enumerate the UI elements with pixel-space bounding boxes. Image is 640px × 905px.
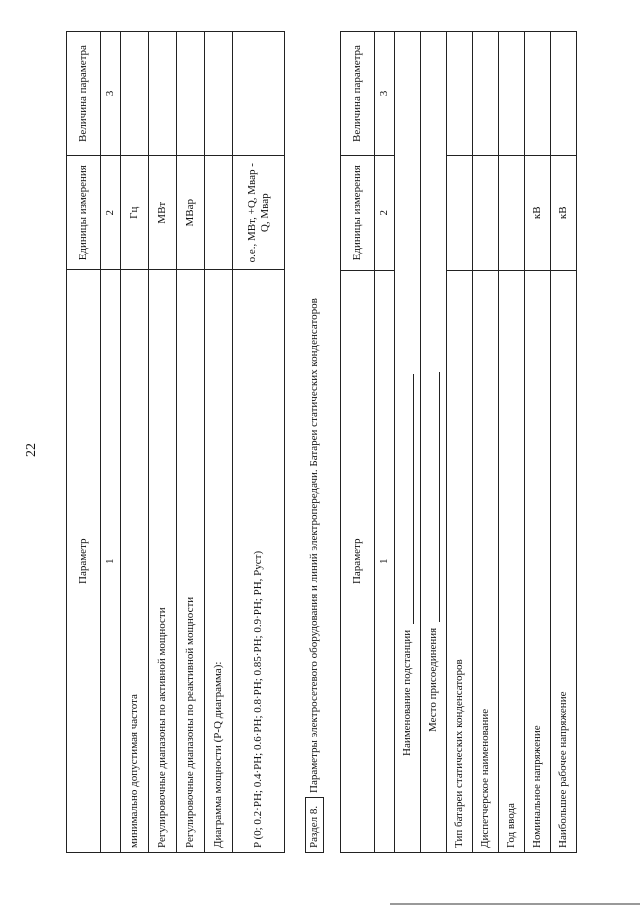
section-heading [305, 31, 324, 853]
unit-cell: о.е., МВт, +Q, Мвар -Q, Мвар [233, 156, 285, 270]
connection-cell [421, 32, 447, 853]
header-param: Параметр [341, 270, 375, 852]
value-cell[interactable] [233, 32, 285, 156]
index-cell: 3 [101, 32, 121, 156]
value-cell[interactable] [149, 32, 177, 156]
param-cell: P (0; 0.2·PН; 0.4·PН; 0.6·PН; 0.8·PН; 0.85·PН; 0.9·PН; PН, Pуст) [233, 270, 285, 853]
table-row [473, 32, 499, 853]
unit-cell: кВ [525, 156, 551, 270]
unit-cell [205, 156, 233, 270]
substation-row [395, 32, 421, 853]
value-cell[interactable] [205, 32, 233, 156]
substation-blank[interactable] [403, 374, 414, 624]
substation-label: Наименование подстанции [401, 629, 414, 756]
table-row [149, 32, 177, 853]
header-units: Единицы измерения [341, 156, 375, 270]
param-cell: Регулировочные диапазоны по активной мощности [149, 270, 177, 853]
connection-label: Место присоединения [427, 627, 440, 732]
value-cell[interactable] [525, 32, 551, 156]
unit-cell: МВт [149, 156, 177, 270]
unit-cell [447, 156, 473, 270]
param-cell: Тип батареи статических конденсаторов [447, 270, 473, 852]
table-index-row [101, 32, 121, 853]
table-row [499, 32, 525, 853]
page-number: 22 [24, 443, 39, 457]
table-header-row [341, 32, 375, 853]
connection-row [421, 32, 447, 853]
param-cell: Диспетчерское наименование [473, 270, 499, 852]
section-title: Параметры электросетевого оборудования и линий электропередачи. Батареи статических конденсаторов [308, 298, 320, 793]
param-cell: Наибольшее рабочее напряжение [551, 270, 577, 852]
param-cell: Регулировочные диапазоны по реактивной мощности [177, 270, 205, 853]
connection-blank[interactable] [429, 372, 440, 622]
substation-cell [395, 32, 421, 853]
table-row [177, 32, 205, 853]
table-row [551, 32, 577, 853]
index-cell: 3 [375, 32, 395, 156]
table-row [205, 32, 233, 853]
header-units: Единицы измерения [67, 156, 101, 270]
index-cell: 2 [375, 156, 395, 270]
header-value: Величина параметра [67, 32, 101, 156]
param-cell: Диаграмма мощности (P-Q диаграмма): [205, 270, 233, 853]
header-value: Величина параметра [341, 32, 375, 156]
value-cell[interactable] [473, 32, 499, 156]
unit-cell: МВар [177, 156, 205, 270]
parameters-table-2 [340, 31, 577, 853]
param-cell: Номинальное напряжение [525, 270, 551, 852]
header-param: Параметр [67, 270, 101, 853]
table-header-row [67, 32, 101, 853]
param-cell: Год ввода [499, 270, 525, 852]
index-cell: 2 [101, 156, 121, 270]
unit-cell [499, 156, 525, 270]
table-row [121, 32, 149, 853]
unit-cell: Гц [121, 156, 149, 270]
unit-cell: кВ [551, 156, 577, 270]
value-cell[interactable] [447, 32, 473, 156]
param-cell: минимально допустимая частота [121, 270, 149, 853]
parameters-table-1 [66, 31, 285, 853]
table-row [447, 32, 473, 853]
value-cell[interactable] [551, 32, 577, 156]
index-cell: 1 [101, 270, 121, 853]
index-cell: 1 [375, 270, 395, 852]
section-label: Раздел 8. [306, 798, 324, 853]
table-row [525, 32, 551, 853]
table-index-row [375, 32, 395, 853]
value-cell[interactable] [177, 32, 205, 156]
table-row [233, 32, 285, 853]
value-cell[interactable] [499, 32, 525, 156]
unit-cell [473, 156, 499, 270]
value-cell[interactable] [121, 32, 149, 156]
